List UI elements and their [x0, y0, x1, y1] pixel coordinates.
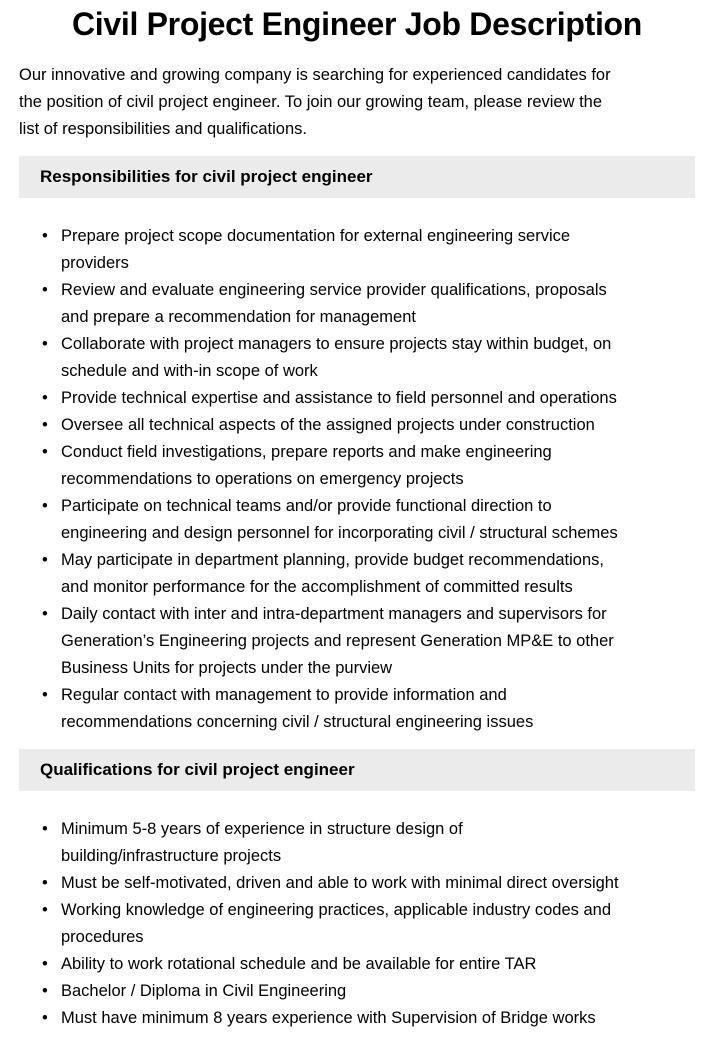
list-item: • May participate in department planning, provide budget recommendations, and monitor performance for the accomplishment of committed results — [39, 547, 622, 601]
responsibilities-list — [19, 223, 695, 736]
list-item: • Must have minimum 8 years experience with Supervision of Bridge works — [39, 1005, 622, 1032]
list-item: • Working knowledge of engineering practices, applicable industry codes and procedures — [39, 897, 622, 951]
list-item: • Regular contact with management to provide information and recommendations concerning civil / structural engineering issues — [39, 682, 622, 736]
responsibilities-section — [19, 156, 695, 736]
responsibilities-heading: Responsibilities for civil project engineer — [19, 156, 695, 198]
list-item: • Collaborate with project managers to ensure projects stay within budget, on schedule and with-in scope of work — [39, 331, 622, 385]
list-item: • Participate on technical teams and/or provide functional direction to engineering and design personnel for incorporating civil / structural schemes — [39, 493, 622, 547]
list-item: • Must be self-motivated, driven and able to work with minimal direct oversight — [39, 870, 622, 897]
list-item: • Review and evaluate engineering service provider qualifications, proposals and prepare a recommendation for management — [39, 277, 622, 331]
list-item: • Daily contact with inter and intra-department managers and supervisors for Generation’s Engineering projects and represent Generation MP&E to other Business Units for projects under the purview — [39, 601, 622, 682]
list-item: • Ability to work rotational schedule and be available for entire TAR — [39, 951, 622, 978]
qualifications-heading: Qualifications for civil project engineer — [19, 749, 695, 791]
list-item: • Minimum 5-8 years of experience in structure design of building/infrastructure projects — [39, 816, 622, 870]
list-item: • Oversee all technical aspects of the assigned projects under construction — [39, 412, 622, 439]
qualifications-section — [19, 749, 695, 1032]
list-item: • Bachelor / Diploma in Civil Engineering — [39, 978, 622, 1005]
list-item: • Provide technical expertise and assistance to field personnel and operations — [39, 385, 622, 412]
page-title: Civil Project Engineer Job Description — [71, 6, 643, 42]
intro-paragraph: Our innovative and growing company is searching for experienced candidates for the position of civil project engineer. To join our growing team, please review the list of responsibilities and qualifications. — [19, 66, 611, 138]
qualifications-list — [19, 816, 695, 1032]
list-item: • Conduct field investigations, prepare reports and make engineering recommendations to operations on emergency projects — [39, 439, 622, 493]
list-item: • Prepare project scope documentation for external engineering service providers — [39, 223, 622, 277]
